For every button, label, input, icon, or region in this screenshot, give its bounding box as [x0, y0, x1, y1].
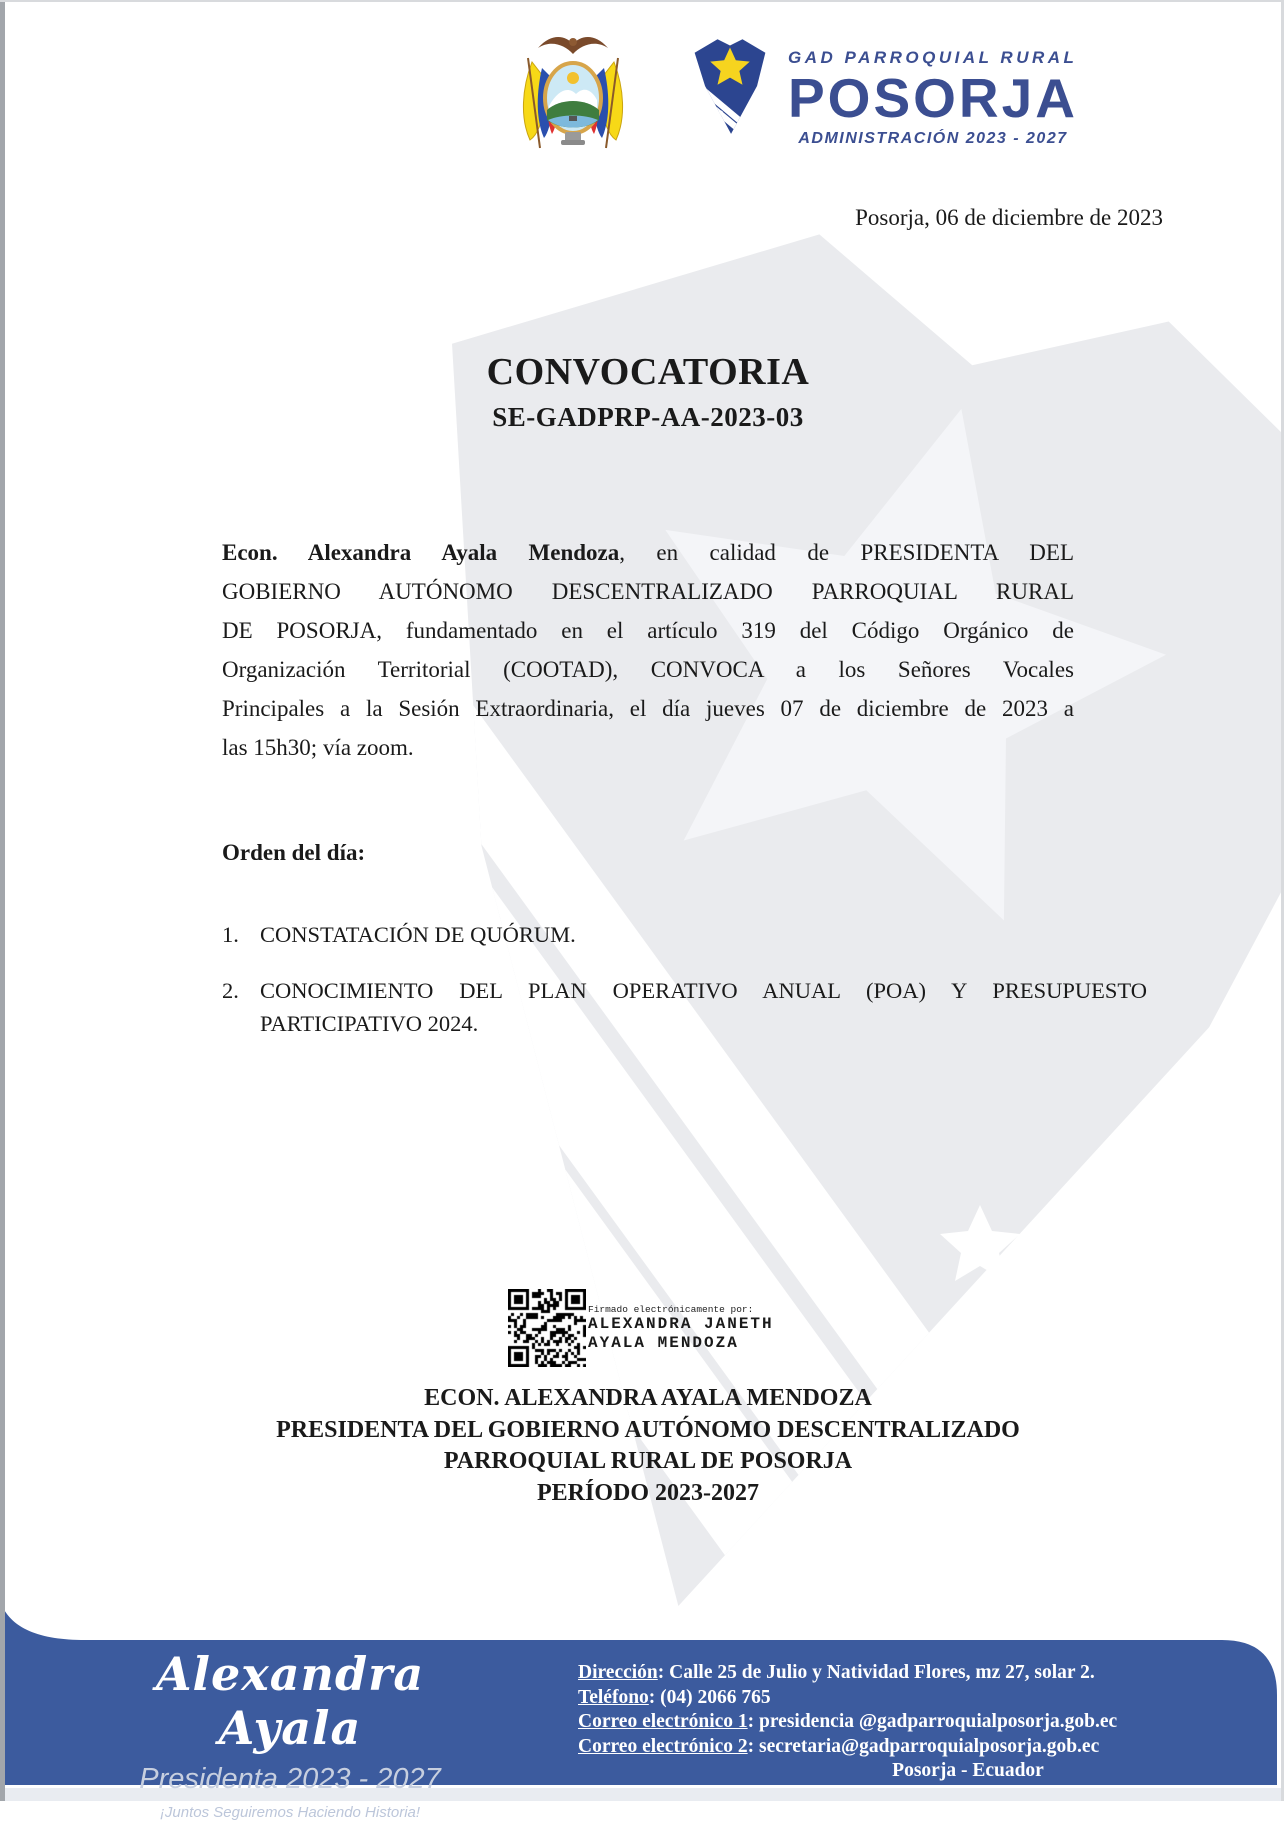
body-line: las 15h30; vía zoom.	[222, 735, 414, 760]
qr-code	[508, 1289, 586, 1367]
document-reference: SE-GADPRP-AA-2023-03	[492, 402, 804, 432]
contact-label: Correo electrónico 2	[578, 1735, 748, 1757]
body-line: Econ. Alexandra Ayala Mendoza, en calidad de PRESIDENTA DEL	[222, 540, 1074, 565]
contact-label: Dirección	[578, 1662, 658, 1683]
scan-edge-left	[0, 0, 5, 1801]
ecuador-coat-of-arms-icon	[512, 28, 634, 154]
agenda-item	[222, 974, 1147, 1040]
signature-line: PERÍODO 2023-2027	[537, 1479, 759, 1506]
body-line: Organización Territorial (COOTAD), CONVOCA a los Señores Vocales	[222, 657, 1074, 682]
agenda-item-text: CONSTATACIÓN DE QUÓRUM.	[260, 922, 576, 947]
body-paragraph	[222, 533, 1074, 767]
agenda-list	[222, 918, 1147, 1063]
logo-subtitle: ADMINISTRACIÓN 2023 - 2027	[798, 130, 1068, 147]
footer	[0, 1589, 1284, 1821]
agenda-item-text: CONOCIMIENTO DEL PLAN OPERATIVO ANUAL (POA) Y PRESUPUESTO PARTICIPATIVO 2024.	[260, 978, 1147, 1036]
logo-name: POSORJA	[788, 67, 1078, 129]
agenda-item	[222, 918, 1147, 951]
body-line: Principales a la Sesión Extraordinaria, el día jueves 07 de diciembre de 2023 a	[222, 696, 1074, 721]
contact-row	[578, 1735, 1178, 1760]
signature-line: PARROQUIAL RURAL DE POSORJA	[443, 1448, 853, 1474]
contact-value: : secretaria@gadparroquialposorja.gob.ec	[747, 1735, 1100, 1757]
agenda-item-number: 1.	[222, 922, 239, 947]
agenda-heading: Orden del día:	[222, 840, 366, 865]
signature-block	[222, 1383, 1074, 1509]
contact-row	[578, 1686, 1178, 1711]
signature-line: PRESIDENTA DEL GOBIERNO AUTÓNOMO DESCENTRALIZADO	[276, 1416, 1020, 1443]
document-title: CONVOCATORIA	[486, 351, 810, 393]
contact-value: : (04) 2066 765	[648, 1686, 771, 1708]
addressed-name: Econ. Alexandra Ayala Mendoza	[222, 540, 620, 565]
contact-value: : presidencia @gadparroquialposorja.gob.ec	[747, 1711, 1118, 1732]
contact-value: : Calle 25 de Julio y Natividad Flores, mz 27, solar 2.	[657, 1662, 1095, 1683]
contact-row	[578, 1710, 1178, 1735]
contact-label: Teléfono	[578, 1686, 649, 1708]
contact-block	[578, 1661, 1178, 1784]
stamp-name-line: ALEXANDRA JANETH	[588, 1314, 774, 1333]
footer-role: Presidenta 2023 - 2027	[139, 1763, 441, 1795]
body-line: GOBIERNO AUTÓNOMO DESCENTRALIZADO PARROQUIAL RURAL	[222, 579, 1074, 604]
stamp-name-line: AYALA MENDOZA	[588, 1333, 739, 1352]
date-line: Posorja, 06 de diciembre de 2023	[855, 205, 1163, 230]
electronic-signature-stamp	[508, 1289, 774, 1367]
signature-line: ECON. ALEXANDRA AYALA MENDOZA	[424, 1385, 872, 1411]
agenda-item-number: 2.	[222, 978, 239, 1003]
body-line: DE POSORJA, fundamentado en el artículo 319 del Código Orgánico de	[222, 618, 1074, 643]
contact-label: Correo electrónico 1	[578, 1711, 748, 1732]
stamp-prefix: Firmado electrónicamente por:	[588, 1303, 754, 1315]
logo-gad-text: GAD PARROQUIAL RURAL	[788, 48, 1078, 67]
footer-location: Posorja - Ecuador	[892, 1760, 1044, 1781]
posorja-logo	[688, 34, 1078, 148]
footer-slogan: ¡Juntos Seguiremos Haciendo Historia!	[159, 1804, 421, 1821]
logo-shield-icon	[688, 34, 772, 138]
footer-signature-name: Alexandra Ayala	[155, 1647, 425, 1755]
contact-row	[578, 1661, 1178, 1686]
scan-edge-top	[0, 0, 1284, 2]
